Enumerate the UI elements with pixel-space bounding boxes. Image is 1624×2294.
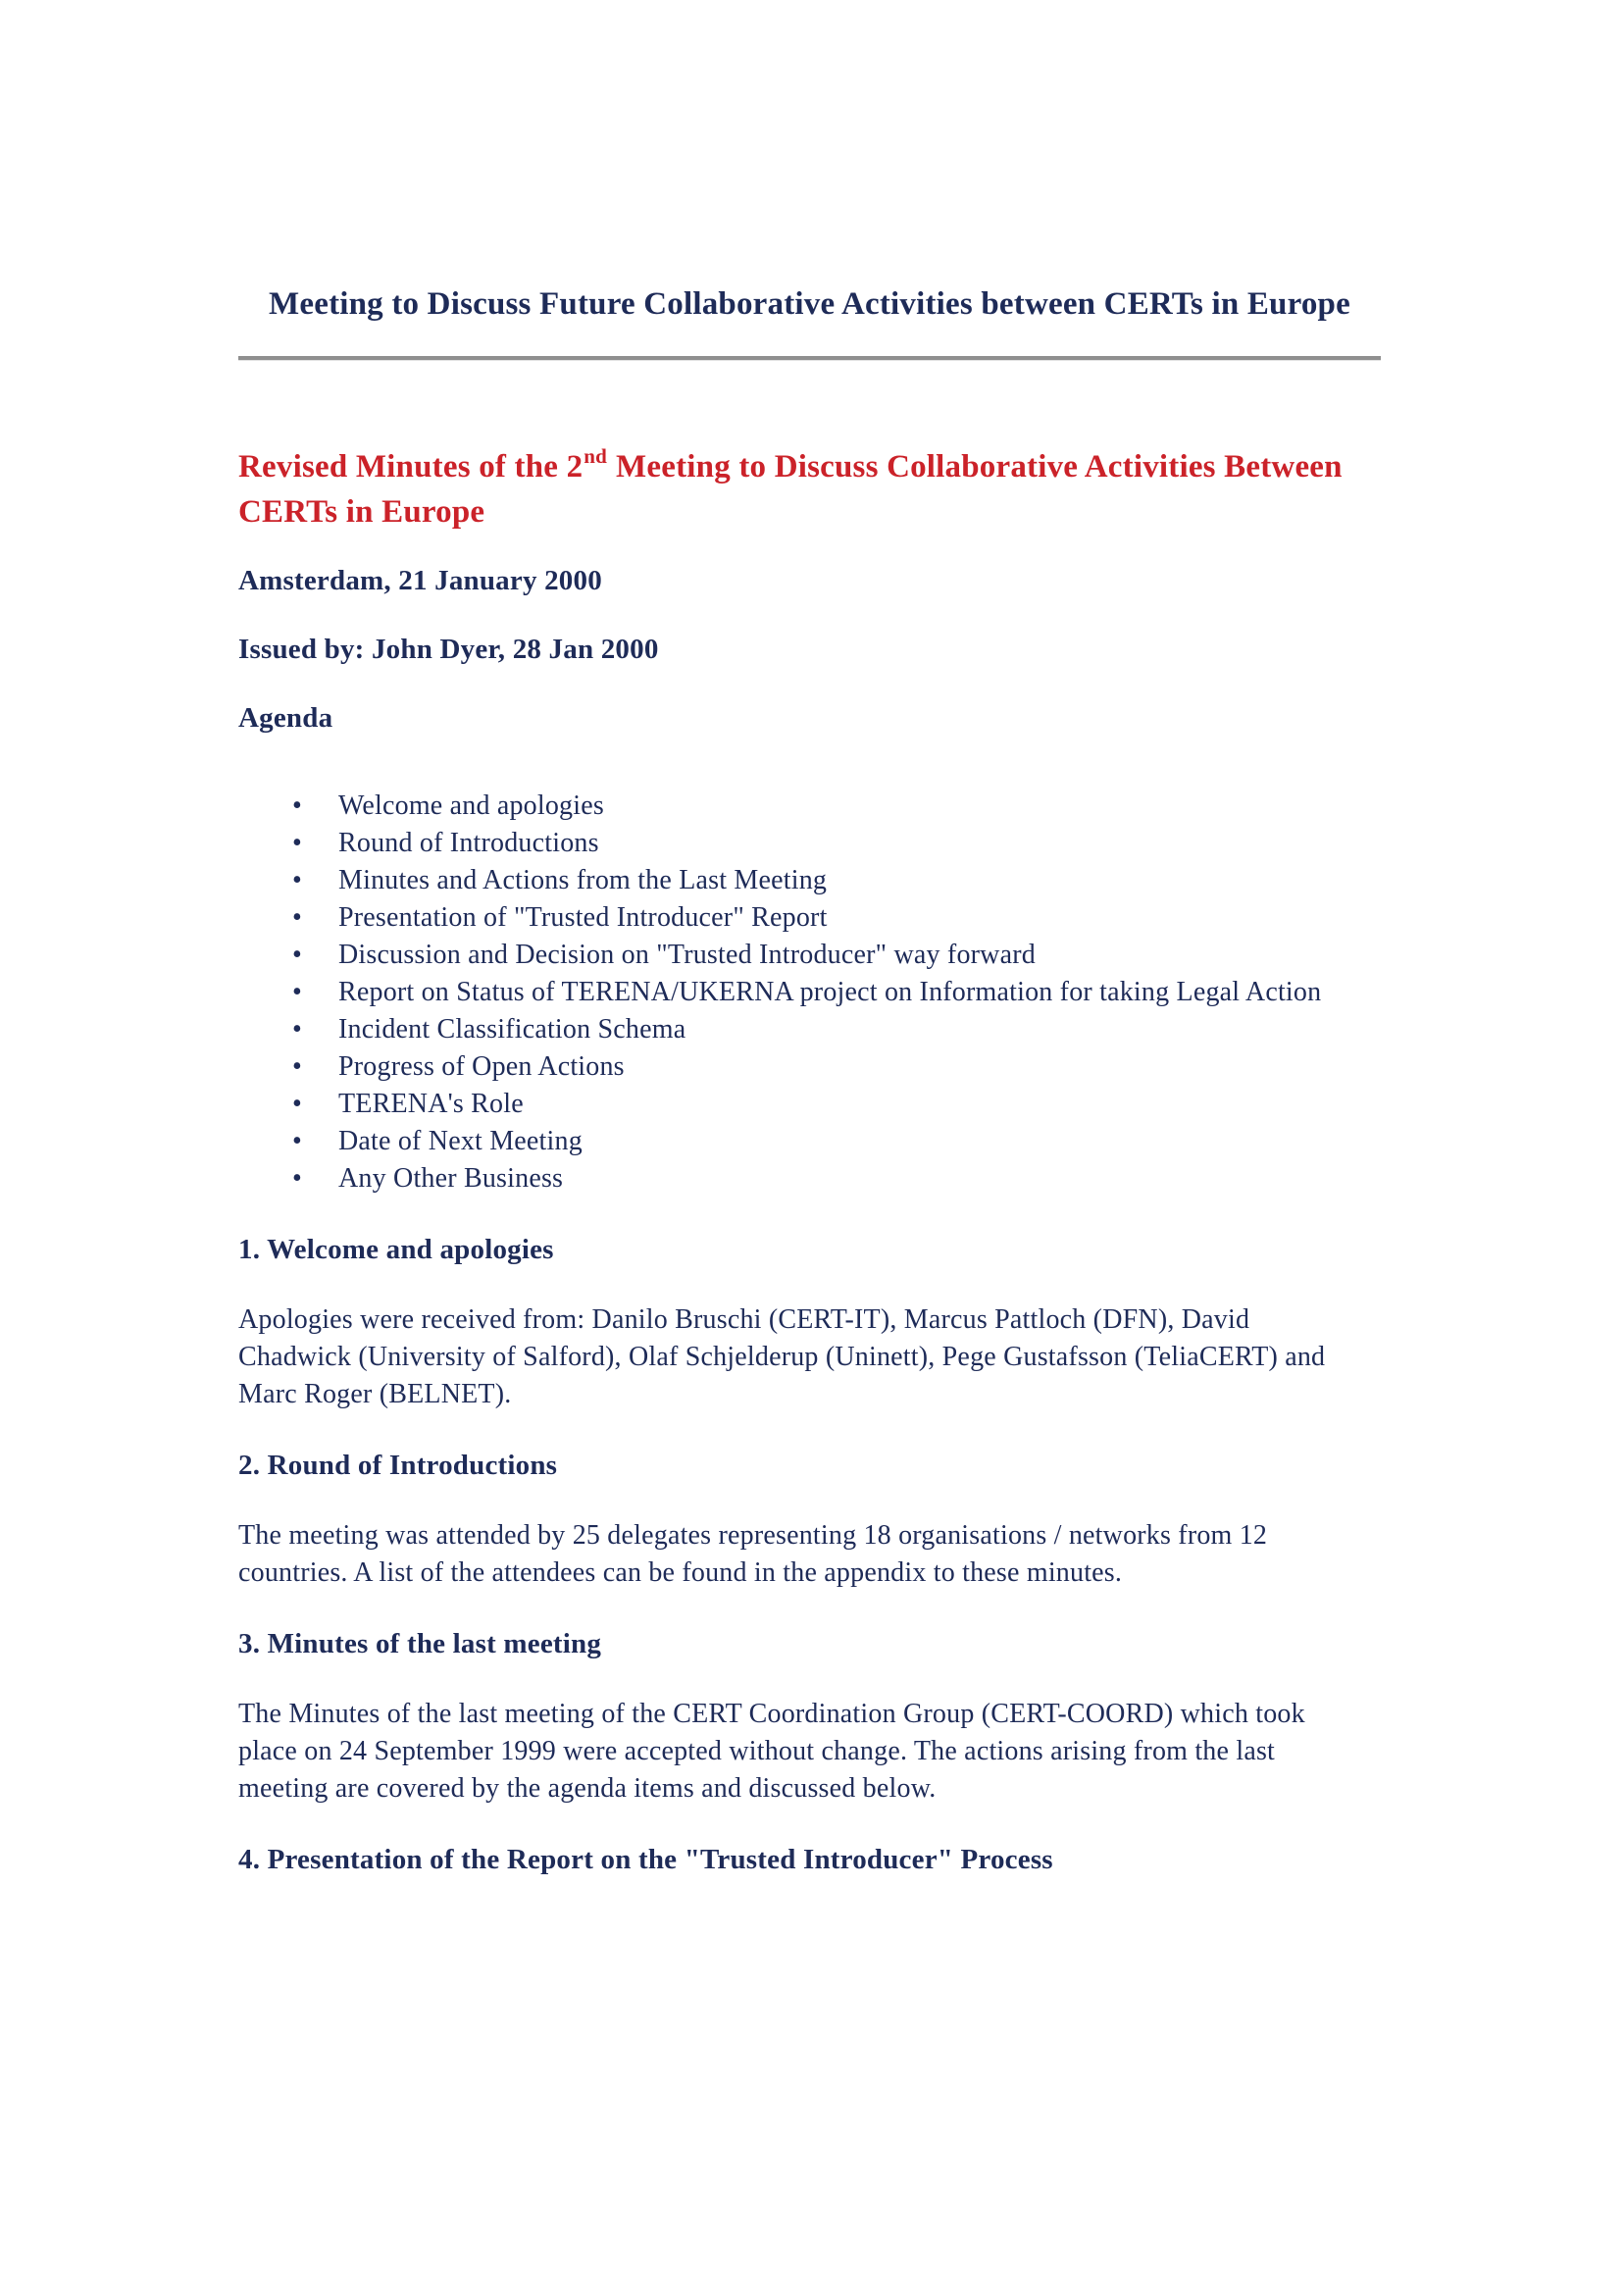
section-heading: 1. Welcome and apologies (238, 1234, 554, 1265)
agenda-item: • Report on Status of TERENA/UKERNA project on Information for taking Legal Action (238, 974, 1356, 1011)
minutes-heading-suffix: Meeting to Discuss Collaborative Activities Between CERTs in Europe (238, 449, 1343, 530)
section-minutes-last-meeting (238, 1625, 1381, 1808)
document-title: Meeting to Discuss Future Collaborative Activities between CERTs in Europe (269, 286, 1350, 322)
agenda-item: • TERENA's Role (238, 1086, 1356, 1123)
section-trusted-introducer-presentation (238, 1841, 1381, 1878)
section-body: The meeting was attended by 25 delegates representing 18 organisations / networks from 12 countries. A list of the attendees can be found in the appendix to these minutes. (238, 1520, 1268, 1588)
meeting-location-date: Amsterdam, 21 January 2000 (238, 565, 602, 596)
section-welcome (238, 1231, 1381, 1413)
agenda-item: • Date of Next Meeting (238, 1123, 1356, 1160)
minutes-heading: Revised Minutes of the 2nd Meeting to Discuss Collaborative Activities Between CERTs in Europe (238, 444, 1343, 530)
section-introductions (238, 1447, 1381, 1592)
minutes-heading-prefix: Revised Minutes of the 2 (238, 449, 584, 484)
horizontal-divider (238, 356, 1381, 361)
section-body: The Minutes of the last meeting of the CERT Coordination Group (CERT-COORD) which took place on 24 September 1999 were accepted without change. The actions arising from the last meeting are covered by the agenda items and discussed below. (238, 1699, 1305, 1804)
agenda-label: Agenda (238, 702, 333, 734)
agenda-item: • Any Other Business (238, 1160, 1356, 1198)
agenda-list (238, 788, 1356, 1198)
section-heading: 2. Round of Introductions (238, 1450, 558, 1481)
agenda-item: • Welcome and apologies (238, 788, 1356, 825)
agenda-item: • Presentation of "Trusted Introducer" Report (238, 899, 1356, 937)
agenda-item: • Incident Classification Schema (238, 1011, 1356, 1048)
agenda-item: • Progress of Open Actions (238, 1048, 1356, 1086)
section-heading: 4. Presentation of the Report on the "Trusted Introducer" Process (238, 1844, 1053, 1875)
agenda-item: • Discussion and Decision on "Trusted Introducer" way forward (238, 937, 1356, 974)
agenda-item: • Minutes and Actions from the Last Meeting (238, 862, 1356, 899)
issued-by-line: Issued by: John Dyer, 28 Jan 2000 (238, 634, 659, 665)
agenda-item: • Round of Introductions (238, 825, 1356, 862)
section-heading: 3. Minutes of the last meeting (238, 1628, 602, 1659)
section-body: Apologies were received from: Danilo Bruschi (CERT-IT), Marcus Pattloch (DFN), David Chadwick (University of Salford), Olaf Schjelderup (Uninett), Pege Gustafsson (TeliaCERT) and Marc Roger (BELNET). (238, 1304, 1326, 1409)
